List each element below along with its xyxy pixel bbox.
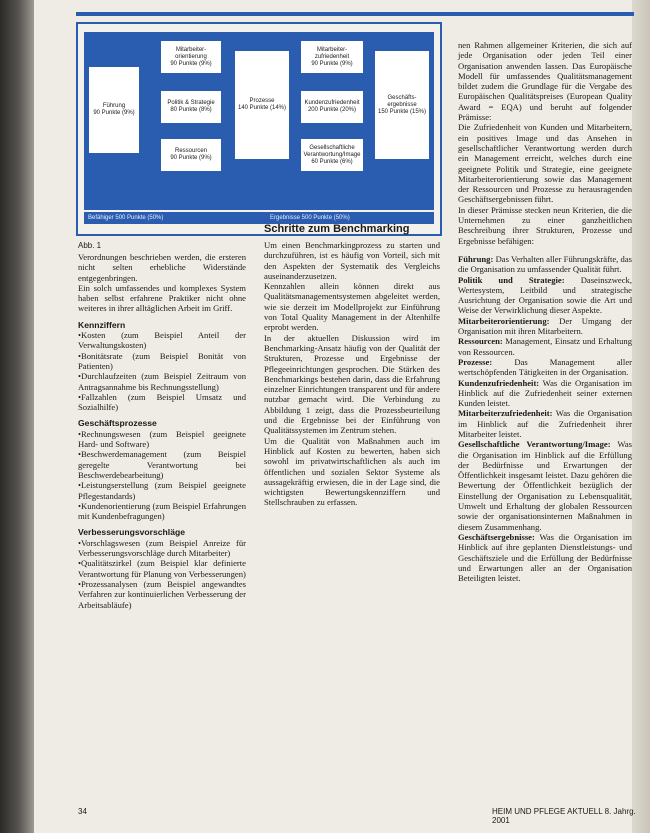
box-processes: Prozesse 140 Punkte (14%) (234, 50, 290, 160)
page-number: 34 (78, 807, 87, 816)
list-item: • Vorschlagswesen (zum Beispiel Anreize für Verbesserungsvorschläge durch Mitarbeiter) (78, 538, 246, 559)
definition-text: Was die Organisation im Hinblick auf ihre geplanten Dienstleistungs- und Geschäftsziele und die Erfüllung der Bedürfnisse und Erwartungen aller an der Organisation Beteiligten leistet. (458, 531, 632, 584)
definition-term: Mitarbeiterzufriedenheit: (458, 408, 553, 419)
definition-term: Kundenzufriedenheit: (458, 377, 540, 388)
paragraph: Die Zufriedenheit von Kunden und Mitarbeitern, ein positives Image und das Ansehen in gesellschaftlicher Verantwortung werden durch ein Management erreicht, welches durch eine geeignete Politik und Strategie, eine geeignete Mitarbeiterorientierung sowie das Management der Ressourcen und Prozesse zu herausragenden Geschäftsergebnissen führt. (458, 122, 632, 205)
enablers-label: Befähiger 500 Punkte (50%) (88, 215, 164, 221)
page-binding-shadow (0, 0, 34, 833)
list-item: • Bonitätsrate (zum Beispiel Bonität von Patienten) (78, 351, 246, 372)
list-item: • Qualitätszirkel (zum Beispiel klar definierte Verantwortung für Planung von Verbesserungen) (78, 558, 246, 579)
section-title: Geschäftsprozesse (78, 418, 157, 429)
box-business-results: Geschäfts- ergebnisse 150 Punkte (15%) (374, 50, 430, 160)
box-leadership: Führung 90 Punkte (9%) (88, 66, 140, 154)
definition-item (458, 357, 632, 378)
paragraph: In dieser Prämisse stecken neun Kriterien, die die Unternehmen zu einer ganzheitlichen Beschreibung ihrer Strukturen, Prozesse und Ergebnisse befähigen: (458, 204, 632, 246)
paragraph: In der aktuellen Diskussion wird im Benchmarking-Ansatz häufig von der Qualität der Strukturen, Prozesse und Ergebnisse der Pflegeeinrichtungen gesprochen. Die Stärken des Benchmarkings bestehen darin, dass die Erfahrung einzelner Einrichtungen transparent und für andere nutzbar gemacht wird. Die Verbindung zu Abbildung 1 zeigt, dass die Prozessbeurteilung und die Ergebnisse bei der Einführung von Qualitätssystemen im Zentrum stehen. (264, 332, 440, 436)
definition-term: Gesellschaftliche Verantwortung/Image: (458, 439, 611, 450)
page-edge (632, 0, 650, 833)
definition-item (458, 408, 632, 439)
box-resources: Ressourcen 90 Punkte (9%) (160, 138, 222, 172)
definition-text: Daseinszweck, Wertesystem, Leitbild und strategische Ausrichtung der Organisation sowie die Art und Weise der Verwirklichung dieser Aspekte. (458, 274, 632, 316)
definition-text: Das Management aller wertschöpfenden Tätigkeiten in der Organisation. (458, 356, 632, 378)
list-item: • Kosten (zum Beispiel Anteil der Verwaltungskosten) (78, 330, 246, 351)
paragraph: nen Rahmen allgemeiner Kriterien, die sich auf jede Organisation oder jeden Teil einer Organisation anwenden lassen. Das Europäische Modell für umfassendes Qualitätsmanagement bildet zudem die Grundlage für die Vergabe des Europäischen Qualitätspreises (European Quality Award = EQA) und beruht auf folgender Prämisse: (458, 40, 632, 123)
paragraph: Ein solch umfassendes und komplexes System haben selbst erfahrene Praktiker nicht ohne weiteres in ihrer alltäglichen Arbeit im Griff. (78, 282, 246, 314)
results-label: Ergebnisse 500 Punkte (50%) (270, 215, 350, 221)
box-social-responsibility: Gesellschaftliche Verantwortung/Image 60 Punkte (6%) (300, 138, 364, 172)
definition-item (458, 439, 632, 532)
definition-item (458, 532, 632, 583)
definition-text: Was die Organisation im Hinblick auf die Zufriedenheit ihrer Mitarbeiter leistet. (458, 408, 632, 439)
section-title: Kennziffern (78, 319, 126, 330)
figure-caption: Abb. 1 (78, 241, 102, 250)
paragraph: Um einen Benchmarkingprozess zu starten und durchzuführen, ist es häufig von Vorteil, sich mit den Aspekten der Systematik des Vergleichs auseinanderzusetzen. (264, 240, 440, 281)
paragraph: Verordnungen beschrieben werden, die ersteren nicht selten erhebliche Widerstände entgegenbringen. (78, 252, 246, 283)
list-item: • Leistungserstellung (zum Beispiel geeignete Pflegestandards) (78, 480, 246, 501)
definition-term: Mitarbeiterorientierung: (458, 315, 550, 326)
list-item: • Fallzahlen (zum Beispiel Umsatz und Sozialhilfe) (78, 392, 246, 413)
definition-term: Geschäftsergebnisse: (458, 531, 535, 542)
box-policy-strategy: Politik & Strategie 80 Punkte (8%) (160, 90, 222, 124)
list-item: • Rechnungswesen (zum Beispiel geeignete Hard- und Software) (78, 429, 246, 450)
box-customer-satisfaction: Kundenzufriedenheit 200 Punkte (20%) (300, 90, 364, 124)
box-staff-satisfaction: Mitarbeiter- zufriedenheit 90 Punkte (9%) (300, 40, 364, 74)
journal-footer: HEIM UND PFLEGE AKTUELL 8. Jahrg. 2001 (492, 807, 636, 825)
list-item: • Durchlaufzeiten (zum Beispiel Zeitraum von Antragsannahme bis Rechnungsstellung) (78, 371, 246, 392)
definition-item (458, 336, 632, 357)
list-item: • Prozessanalysen (zum Beispiel angewandtes Verfahren zur kontinuierlichen Verbesserung der Arbeitsabläufe) (78, 579, 246, 610)
definition-term: Ressourcen: (458, 336, 503, 347)
definition-term: Prozesse: (458, 356, 493, 367)
definition-text: Was die Organisation im Hinblick auf die Zufriedenheit seiner externen Kunden leistet. (458, 377, 632, 409)
definition-item (458, 378, 632, 409)
column-3 (458, 40, 632, 583)
definition-text: Was die Organisation im Hinblick auf die Erfüllung der Bedürfnisse und Erwartungen der Öffentlichkeit insgesamt leistet. Dazu gehören die Bewertung der Öffentlichkeit bezüglich der Einstellung der Organisation zu Lebensqualität, Umwelt und Erhaltung der globalen Ressourcen sowie der organisationsinternen Maßnahmen in diesem Zusammenhang. (458, 439, 632, 532)
list-item: • Kundenorientierung (zum Beispiel Erfahrungen mit Kundenbefragungen) (78, 501, 246, 522)
list-item: • Beschwerdemanagement (zum Beispiel geregelte Verantwortung bei Beschwerdebearbeitung) (78, 449, 246, 480)
paragraph: Kennzahlen allein können direkt aus Qualitätsmanagementsystemen abgeleitet werden, wie sie derzeit im Modellprojekt zur Einführung von Total Quality Management in der Altenhilfe erprobt werden. (264, 281, 440, 333)
definition-item (458, 275, 632, 316)
section-heading: Schritte zum Benchmarking (264, 223, 410, 235)
section-title: Verbesserungsvorschläge (78, 527, 185, 538)
definition-term: Führung: (458, 253, 494, 264)
definition-item (458, 254, 632, 275)
header-rule (76, 12, 634, 16)
definition-text: Das Verhalten aller Führungskräfte, das die Organisation zu umfassender Qualität führt. (458, 253, 632, 275)
efqm-model-figure (76, 22, 442, 236)
definition-text: Der Umgang der Organisation mit ihren Mitarbeitern. (458, 315, 632, 337)
definition-item (458, 316, 632, 337)
box-staff-orientation: Mitarbeiter- orientierung 90 Punkte (9%) (160, 40, 222, 74)
column-1 (78, 252, 246, 610)
definition-term: Politik und Strategie: (458, 274, 565, 285)
paragraph: Um die Qualität von Maßnahmen auch im Hinblick auf Kosten zu bewerten, haben sich sowohl im privatwirtschaftlichen als auch im öffentlichen und sozialen Sektor Systeme als aussagekräftig erwiesen, die in der Lage sind, die wichtigsten Bewertungskennziffern und Stellschrauben zu erfassen. (264, 435, 440, 508)
definition-text: Management, Einsatz und Erhaltung von Ressourcen. (458, 336, 632, 357)
column-2 (264, 222, 440, 508)
